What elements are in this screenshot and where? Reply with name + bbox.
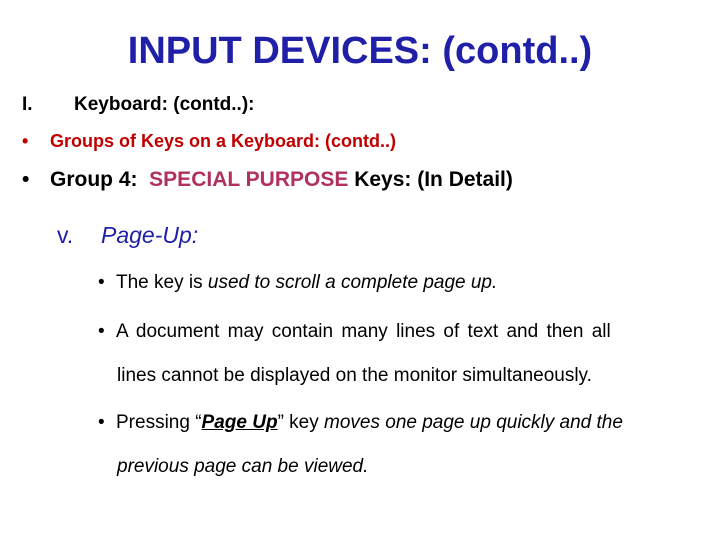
page-up-key-label: Page Up <box>201 412 278 433</box>
point-pressing-page-up <box>98 412 623 434</box>
point-text: A document may contain many lines of text and then all <box>116 321 611 342</box>
bullet-groups-of-keys <box>22 131 396 152</box>
group-suffix: Keys: (In Detail) <box>354 168 513 191</box>
subheading-label: Page-Up: <box>101 222 199 248</box>
special-purpose-highlight: SPECIAL PURPOSE <box>149 168 349 191</box>
bullet-text: Groups of Keys on a Keyboard: (contd..) <box>50 131 397 151</box>
point-pressing-page-up-cont <box>117 456 368 478</box>
group-label: Group 4: <box>50 168 138 191</box>
bullet-icon: • <box>98 412 105 433</box>
slide-title: INPUT DEVICES: (contd..) <box>127 30 593 72</box>
point-text: Pressing “ <box>116 412 202 433</box>
point-text-italic: used to scroll a complete page up. <box>207 272 498 293</box>
point-text: ” key <box>277 412 325 433</box>
point-document-lines-cont <box>117 365 592 387</box>
point-scroll-page-up <box>98 272 497 294</box>
section-number: I. <box>22 94 33 115</box>
point-text-italic: previous page can be viewed. <box>117 456 369 477</box>
bullet-group-4 <box>22 168 513 192</box>
point-document-lines <box>98 321 611 343</box>
section-label: Keyboard: (contd..): <box>74 94 255 115</box>
subheading-page-up <box>57 222 198 249</box>
section-heading <box>22 94 255 116</box>
point-text: The key is <box>116 272 208 293</box>
bullet-icon: • <box>22 131 29 151</box>
bullet-icon: • <box>98 272 105 293</box>
bullet-icon: • <box>98 321 105 342</box>
bullet-icon: • <box>22 168 30 191</box>
point-text-italic: moves one page up quickly and the <box>324 412 623 433</box>
point-text: lines cannot be displayed on the monitor simultaneously. <box>117 365 592 386</box>
subheading-number: v. <box>57 222 74 248</box>
